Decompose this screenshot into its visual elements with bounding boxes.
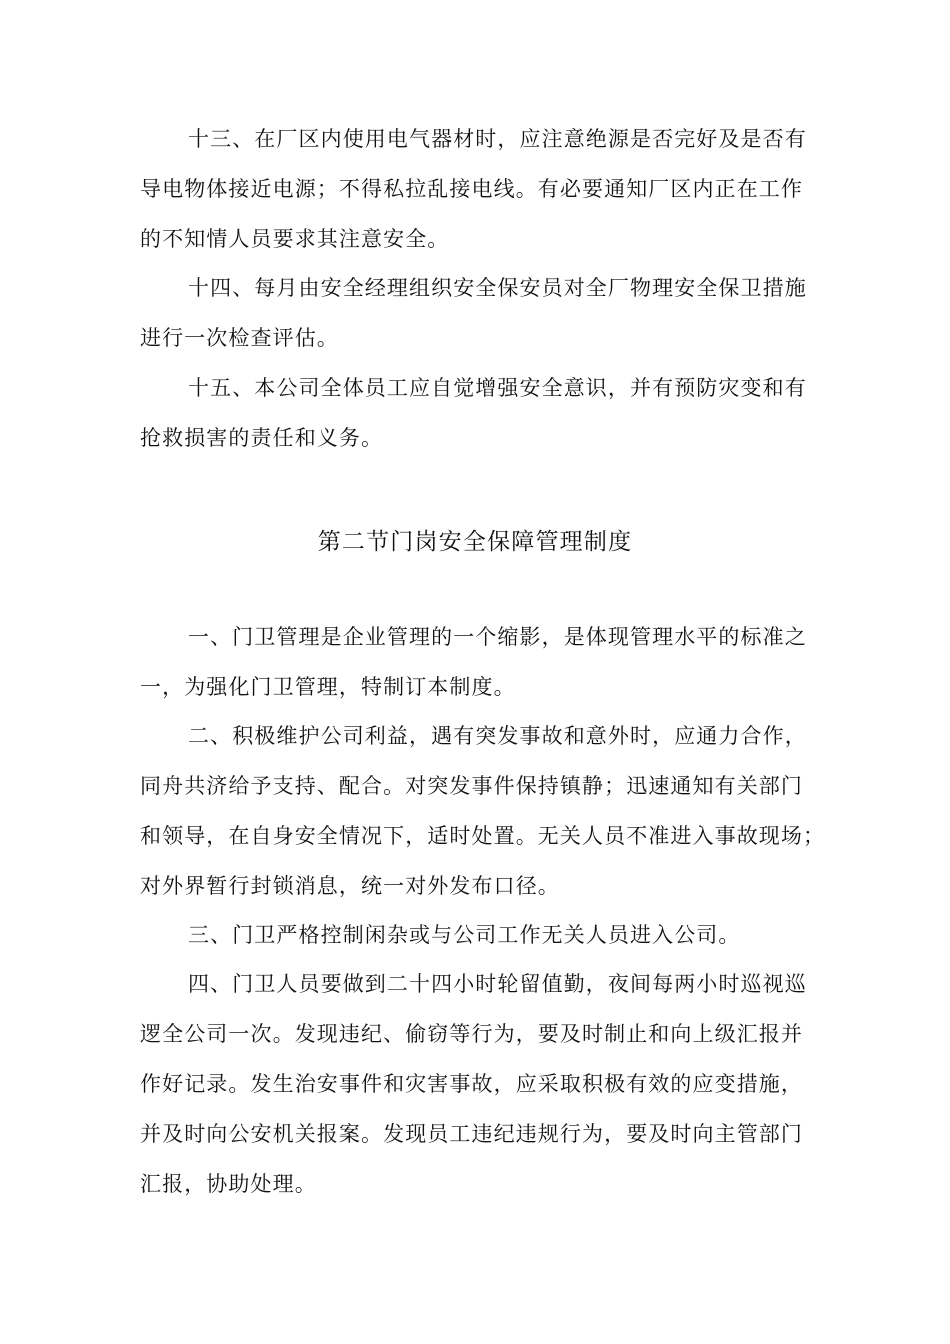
text-line: 十三、在厂区内使用电气器材时，应注意绝源是否完好及是否有: [188, 127, 807, 151]
paragraph-3: [140, 910, 820, 960]
text-line: 一，为强化门卫管理，特制订本制度。: [140, 675, 516, 699]
text-line: 十五、本公司全体员工应自觉增强安全意识，并有预防灾变和有: [188, 376, 807, 400]
paragraph-4: [140, 959, 820, 1209]
text-line: 四、门卫人员要做到二十四小时轮留值勤，夜间每两小时巡视巡: [188, 972, 807, 996]
paragraph-15: [140, 363, 820, 463]
text-line: 同舟共济给予支持、配合。对突发事件保持镇静；迅速通知有关部门: [140, 774, 803, 798]
text-line: 一、门卫管理是企业管理的一个缩影，是体现管理水平的标准之: [188, 625, 807, 649]
text-line: 进行一次检查评估。: [140, 326, 339, 350]
text-line: 和领导，在自身安全情况下，适时处置。无关人员不准进入事故现场；: [140, 824, 826, 848]
text-line: 三、门卫严格控制闲杂或与公司工作无关人员进入公司。: [188, 923, 741, 947]
text-line: 并及时向公安机关报案。发现员工违纪违规行为，要及时向主管部门: [140, 1122, 803, 1146]
text-line: 对外界暂行封锁消息，统一对外发布口径。: [140, 874, 560, 898]
paragraph-1: [140, 612, 820, 712]
text-line: 导电物体接近电源；不得私拉乱接电线。有必要通知厂区内正在工作: [140, 177, 803, 201]
paragraph-2: [140, 711, 826, 911]
text-line: 汇报，协助处理。: [140, 1172, 317, 1196]
paragraph-13: [140, 114, 820, 264]
text-line: 的不知情人员要求其注意安全。: [140, 227, 450, 251]
text-line: 逻全公司一次。发现违纪、偷窃等行为，要及时制止和向上级汇报并: [140, 1022, 803, 1046]
text-line: 十四、每月由安全经理组织安全保安员对全厂物理安全保卫措施: [188, 276, 807, 300]
text-line: 作好记录。发生治安事件和灾害事故，应采取积极有效的应变措施，: [140, 1072, 803, 1096]
text-line: 二、积极维护公司利益，遇有突发事故和意外时，应通力合作，: [188, 724, 807, 748]
text-line: 抢救损害的责任和义务。: [140, 426, 384, 450]
paragraph-14: [140, 263, 820, 363]
section-title: 第二节门岗安全保障管理制度: [317, 529, 633, 555]
